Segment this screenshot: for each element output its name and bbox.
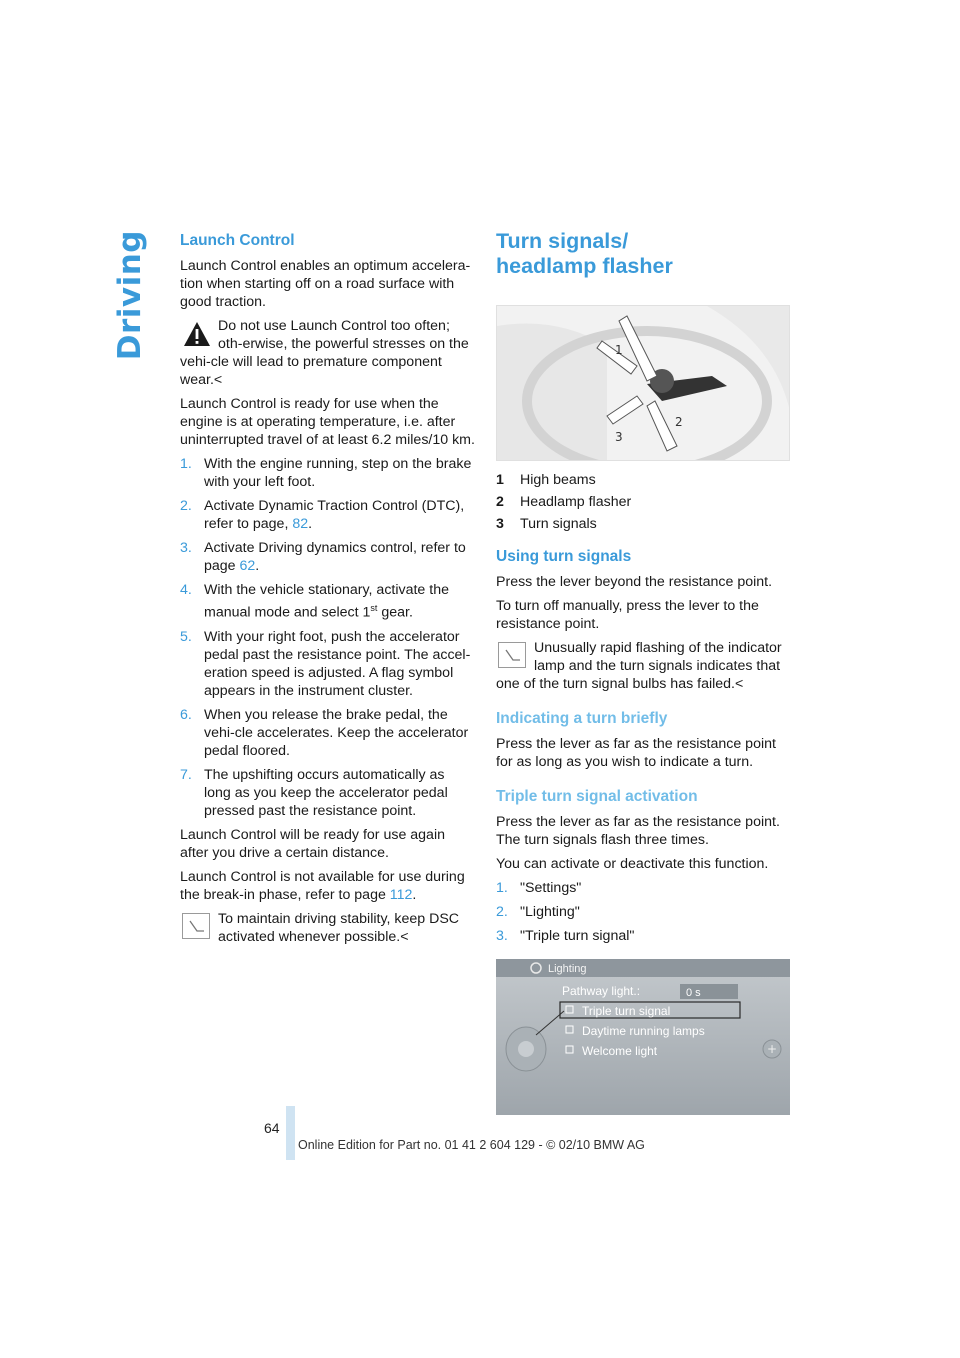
list-item: 2. "Lighting" xyxy=(496,904,580,920)
warning-note xyxy=(180,317,475,389)
right-column xyxy=(496,229,791,1115)
info-note: Unusually rapid flashing of the indicator lamp and the turn signals indicates that one of the turn signal bulbs has failed.< xyxy=(496,640,782,692)
svg-text:+: + xyxy=(767,1042,778,1056)
pathway-label: Pathway light.: xyxy=(562,984,641,998)
triple-text-2: You can activate or deactivate this function. xyxy=(496,856,769,872)
figure-legend xyxy=(496,471,791,533)
briefly-text: Press the lever as far as the resistance point for as long as you wish to indicate a turn. xyxy=(496,736,776,770)
launch-control-heading: Launch Control xyxy=(180,232,295,249)
list-item: 1. "Settings" xyxy=(496,880,582,896)
warning-text: Do not use Launch Control too often; oth-erwise, the powerful stresses on the vehi-cle will lead to premature component wear. xyxy=(180,318,469,388)
page-link[interactable]: 112 xyxy=(389,886,413,903)
list-item: 3. Activate Driving dynamics control, refer to page 62. xyxy=(180,540,466,574)
page-link[interactable]: 62 xyxy=(239,558,256,574)
breakin-text: Launch Control is not available for use during the break-in phase, refer to page 112. xyxy=(180,868,465,903)
option-daytime-running-lamps: Daytime running lamps xyxy=(582,1024,705,1038)
option-welcome-light: Welcome light xyxy=(582,1044,658,1058)
chapter-tab: Driving xyxy=(112,230,148,361)
list-item: 3. "Triple turn signal" xyxy=(496,928,635,944)
idrive-lighting-screen xyxy=(496,959,790,1115)
turn-signals-heading: Turn signals/ headlamp flasher xyxy=(496,229,673,278)
using-text-1: Press the lever beyond the resistance point. xyxy=(496,574,773,590)
note-check-icon xyxy=(182,913,210,939)
launch-ready-text: Launch Control is ready for use when the engine is at operating temperature, i.e. after uninterrupted travel of at least 6.2 miles/10 km. xyxy=(180,396,475,448)
using-turn-signals-heading: Using turn signals xyxy=(496,548,632,565)
info-note: To maintain driving stability, keep DSC activated whenever possible.< xyxy=(180,910,475,946)
list-item: 7. The upshifting occurs automatically as long as you keep the accelerator pedal pressed past the resistance point. xyxy=(180,766,448,819)
page-link[interactable]: 82 xyxy=(292,516,309,532)
list-item: 4. With the vehicle stationary, activate the manual mode and select 1st gear. xyxy=(180,582,449,621)
list-item: 2. Activate Dynamic Traction Control (DTC), refer to page, 82. xyxy=(180,498,465,532)
note-check-icon xyxy=(498,642,526,668)
turn-signal-lever-illustration xyxy=(496,305,790,461)
svg-text:1: 1 xyxy=(615,343,623,357)
pathway-value: 0 s xyxy=(686,987,701,999)
ready-again-text: Launch Control will be ready for use again after you drive a certain distance. xyxy=(180,826,445,861)
list-item: 5. With your right foot, push the accelerator pedal past the resistance point. The accel-eration speed is adjusted. A flag symbol appears in the instrument cluster. xyxy=(180,628,471,699)
footer-bar xyxy=(286,1106,295,1160)
legend-item: 2 Headlamp flasher xyxy=(496,494,632,510)
launch-control-intro: Launch Control enables an optimum accelera-tion when starting off on a road surface with good traction. xyxy=(180,258,471,310)
footer-text: Online Edition for Part no. 01 41 2 604 129 - © 02/10 BMW AG xyxy=(298,1138,645,1152)
triple-steps xyxy=(496,879,791,945)
legend-item: 3 Turn signals xyxy=(496,516,597,532)
screen-title: Lighting xyxy=(548,963,587,975)
svg-text:3: 3 xyxy=(615,430,623,444)
using-text-2: To turn off manually, press the lever to the resistance point. xyxy=(496,598,759,632)
list-item: 1. With the engine running, step on the brake with your left foot. xyxy=(180,456,472,490)
warning-triangle-icon xyxy=(182,320,210,346)
list-item: 6. When you release the brake pedal, the vehi-cle accelerates. Keep the accelerator pedal floored. xyxy=(180,706,469,759)
page-number: 64 xyxy=(264,1120,280,1136)
option-triple-turn-signal: Triple turn signal xyxy=(582,1004,671,1018)
legend-item: 1 High beams xyxy=(496,472,596,488)
end-mark: < xyxy=(213,372,223,388)
triple-turn-signal-heading: Triple turn signal activation xyxy=(496,788,698,805)
svg-text:2: 2 xyxy=(675,415,683,429)
note-text: To maintain driving stability, keep DSC activated whenever possible. xyxy=(218,910,460,945)
left-column xyxy=(180,231,475,952)
note-text: Unusually rapid flashing of the indicator lamp and the turn signals indicates that one of the turn signal bulbs has failed. xyxy=(496,640,782,692)
triple-text-1: Press the lever as far as the resistance point. The turn signals flash three times. xyxy=(496,814,780,848)
launch-steps xyxy=(180,455,475,820)
indicating-briefly-heading: Indicating a turn briefly xyxy=(496,710,668,727)
